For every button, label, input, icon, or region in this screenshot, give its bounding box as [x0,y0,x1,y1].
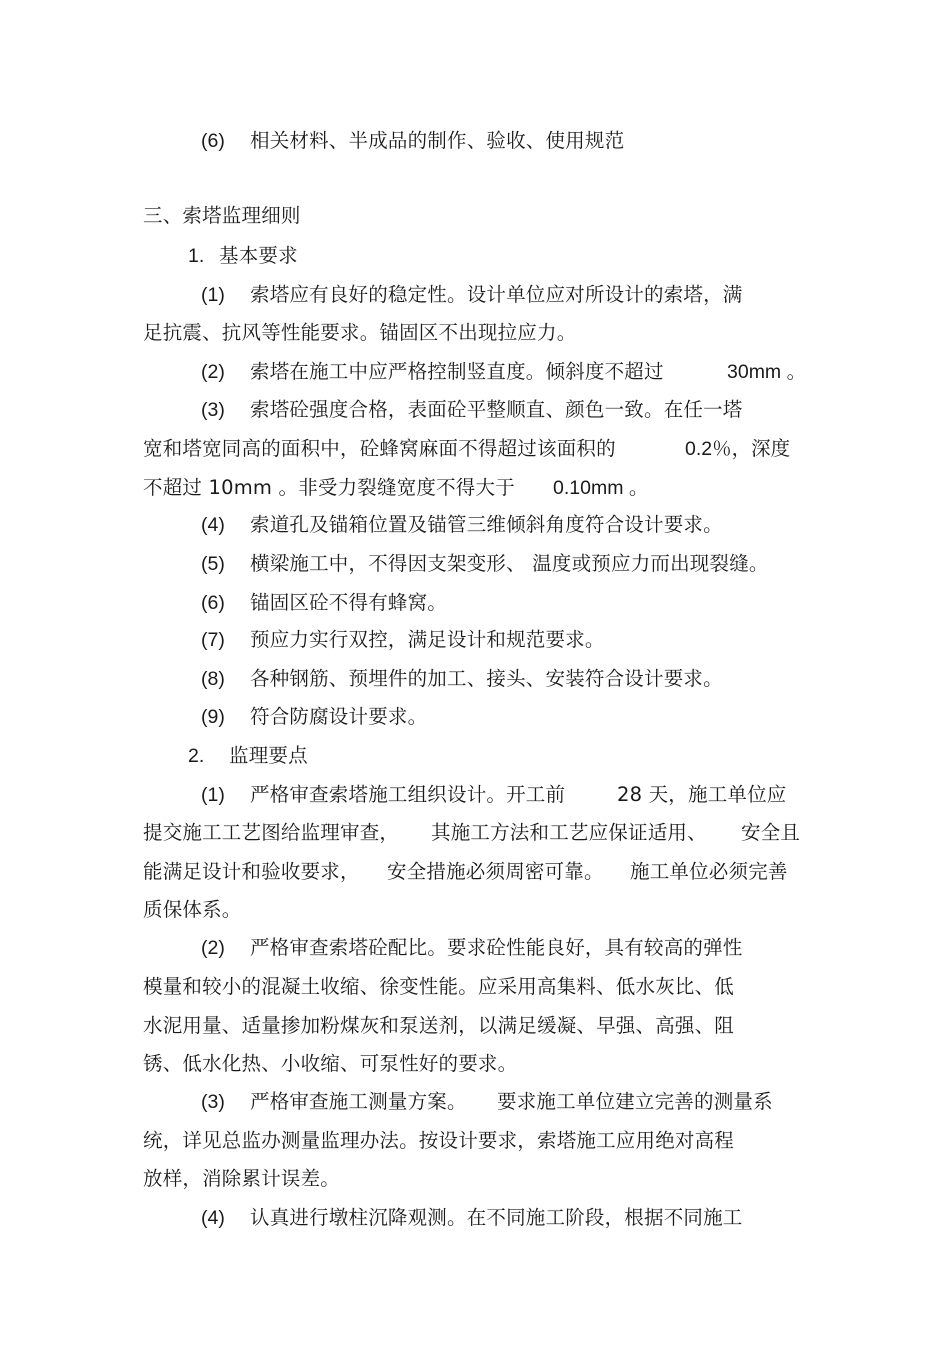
paragraph-line: 统，详见总监办测量监理办法。按设计要求，索塔施工应用绝对高程 [143,1129,735,1152]
item-marker: (7) [201,629,225,651]
item-marker: (4) [201,1207,225,1229]
paragraph-line: 严格审查索塔施工组织设计。开工前 [250,783,566,806]
item-marker: (4) [201,514,225,536]
paragraph-line: 提交施工工艺图给监理审查， [143,821,400,844]
item-marker: (3) [201,1091,225,1113]
subsection-marker: 1. [188,245,205,267]
paragraph-line: 严格审查施工测量方案。 [250,1090,467,1113]
item-marker: (5) [201,553,225,575]
section-heading: 三、索塔监理细则 [143,204,301,227]
paragraph-line: 索塔在施工中应严格控制竖直度。倾斜度不超过 [250,360,664,383]
paragraph-line-tail: 安全措施必须周密可靠。 [387,860,604,883]
item-marker: (2) [201,361,225,383]
paragraph-line: 预应力实行双控，满足设计和规范要求。 [250,628,605,651]
paragraph-line: 相关材料、半成品的制作、验收、使用规范 [250,129,625,152]
value-text: 30mm 。 [727,361,807,383]
paragraph-line: 质保体系。 [143,898,242,921]
paragraph-line: 能满足设计和验收要求， [143,860,360,883]
paragraph-line: 宽和塔宽同高的面积中，砼蜂窝麻面不得超过该面积的 [143,437,616,460]
item-marker: (3) [201,399,225,421]
paragraph-line: 各种钢筋、预埋件的加工、接头、安装符合设计要求。 [250,667,723,690]
paragraph-line: 认真进行墩柱沉降观测。在不同施工阶段，根据不同施工 [250,1206,743,1229]
paragraph-line: 索道孔及锚箱位置及锚管三维倾斜角度符合设计要求。 [250,513,723,536]
paragraph-line-tail: 28 天，施工单位应 [617,783,787,806]
paragraph-line: 索塔砼强度合格，表面砼平整顺直、颜色一致。在任一塔 [250,398,743,421]
item-marker: (1) [201,784,225,806]
paragraph-line: 横梁施工中，不得因支架变形、 温度或预应力而出现裂缝。 [250,552,769,575]
value-text: 0.10mm 。 [553,477,649,499]
paragraph-line: 锚固区砼不得有蜂窝。 [250,591,448,614]
subsection-marker: 2. [188,745,205,767]
paragraph-line: 锈、低水化热、小收缩、可泵性好的要求。 [143,1052,518,1075]
item-marker: (2) [201,937,225,959]
paragraph-line: 不超过 10mm 。非受力裂缝宽度不得大于 [143,476,515,499]
paragraph-line-tail: 安全且 [741,821,801,844]
item-marker: (8) [201,668,225,690]
paragraph-line: 放样，消除累计误差。 [143,1167,341,1190]
paragraph-line: 符合防腐设计要求。 [250,705,428,728]
paragraph-line: 足抗震、抗风等性能要求。锚固区不出现拉应力。 [143,321,577,344]
paragraph-line-tail: 其施工方法和工艺应保证适用、 [431,821,707,844]
item-marker: (6) [201,592,225,614]
item-marker: (9) [201,706,225,728]
subsection-heading: 基本要求 [219,244,298,267]
paragraph-line-tail: 要求施工单位建立完善的测量系 [497,1090,773,1113]
paragraph-line: 索塔应有良好的稳定性。设计单位应对所设计的索塔，满 [250,283,743,306]
paragraph-line: 模量和较小的混凝土收缩、徐变性能。应采用高集料、低水灰比、低 [143,975,735,998]
value-text: 0.2％，深度 [685,438,791,460]
item-marker: (6) [201,130,225,152]
paragraph-line-tail: 施工单位必须完善 [630,860,788,883]
subsection-heading: 监理要点 [229,744,308,767]
paragraph-line: 水泥用量、适量掺加粉煤灰和泵送剂，以满足缓凝、早强、高强、阻 [143,1014,735,1037]
paragraph-line: 严格审查索塔砼配比。要求砼性能良好，具有较高的弹性 [250,936,743,959]
item-marker: (1) [201,284,225,306]
